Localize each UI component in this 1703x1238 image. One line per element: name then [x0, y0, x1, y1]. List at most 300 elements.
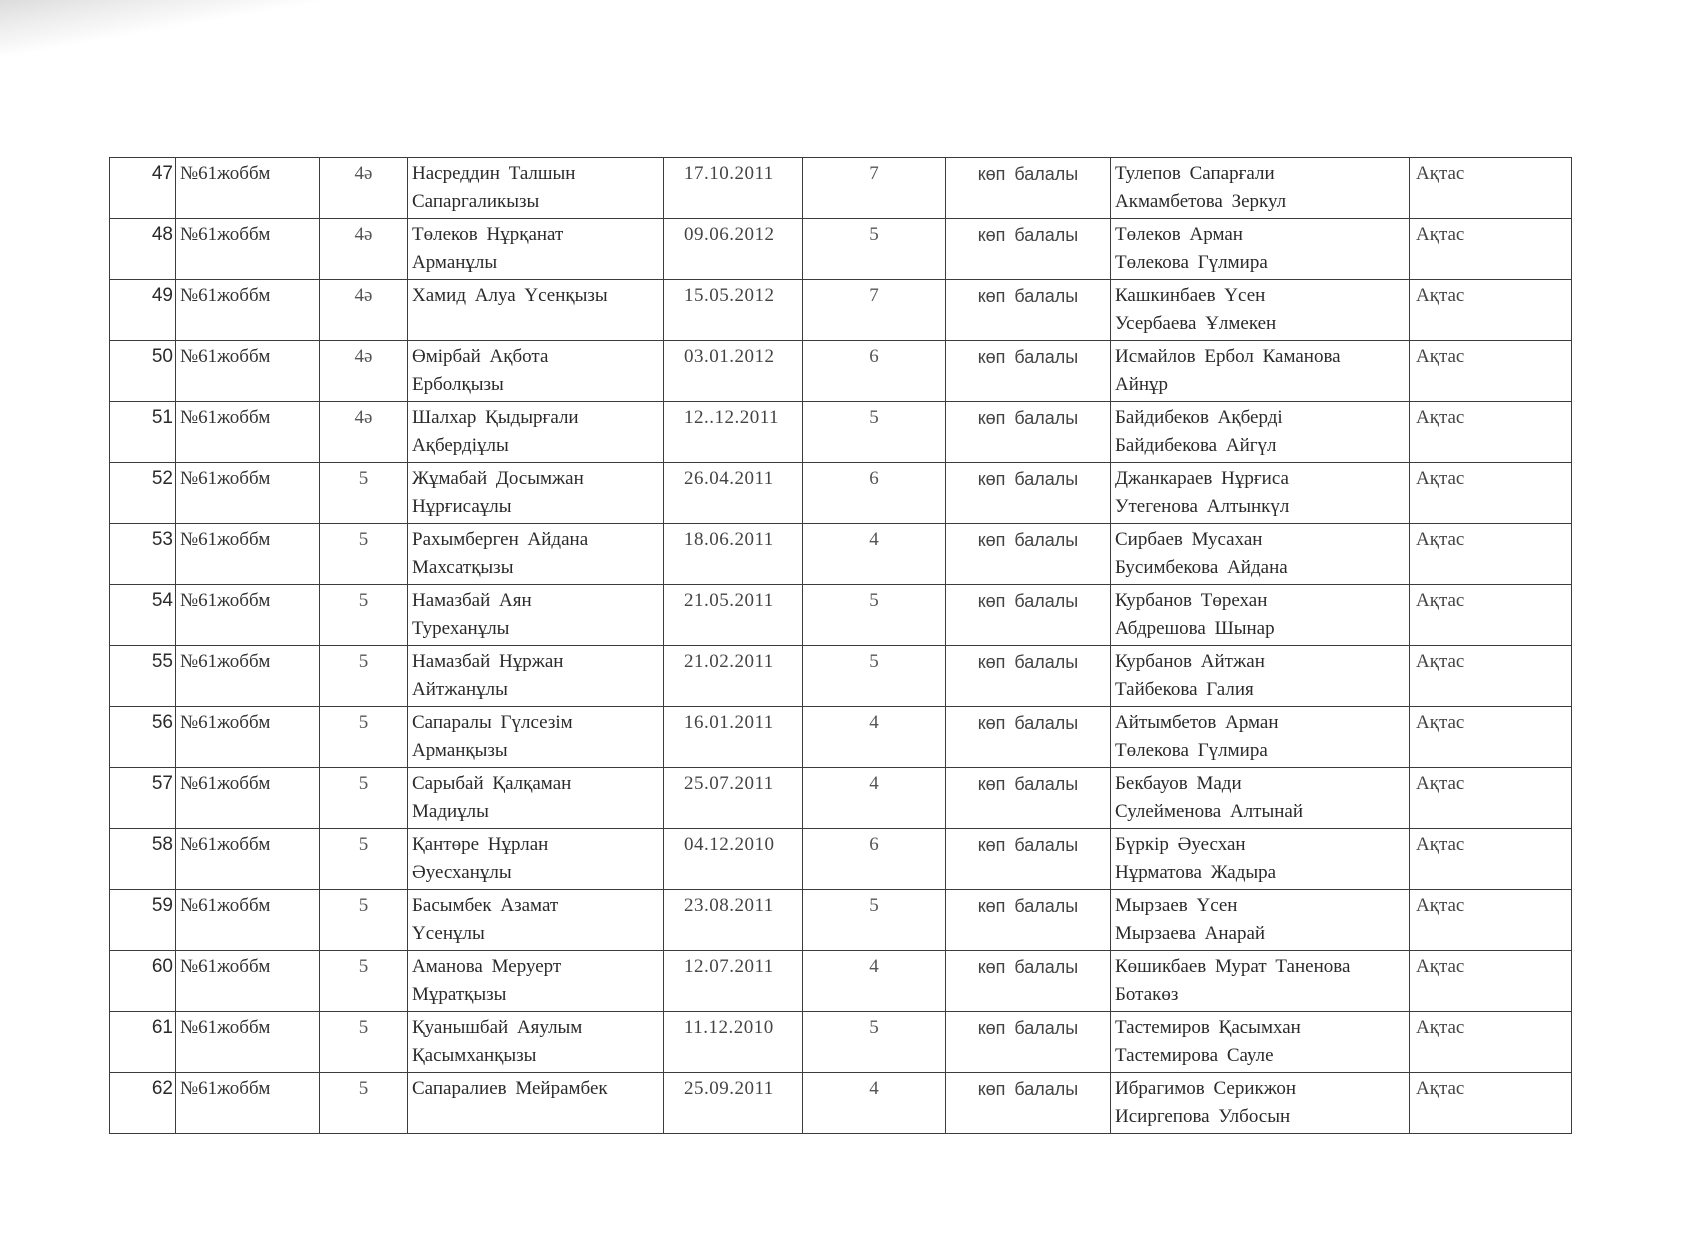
- grade-cell: [320, 280, 408, 341]
- student-name-cell: [408, 280, 664, 341]
- student-name-line2: Үсенұлы: [412, 923, 485, 944]
- row-number-cell: [110, 646, 176, 707]
- parent-line1: Ибрагимов Серикжон: [1115, 1078, 1297, 1099]
- grade: 5: [358, 529, 369, 550]
- status-cell: [946, 402, 1111, 463]
- parent-line2: Исиргепова Улбосын: [1115, 1106, 1291, 1127]
- birth-date-cell: [664, 890, 803, 951]
- parent-line1: Курбанов Айтжан: [1115, 651, 1265, 672]
- birth-date: 17.10.2011: [684, 163, 774, 184]
- family-size-cell: [803, 1073, 946, 1134]
- parents-cell: [1111, 707, 1410, 768]
- table-row: [110, 402, 1572, 463]
- parent-line2: Акмамбетова Зеркул: [1115, 191, 1287, 212]
- parent-line2: Айнұр: [1115, 374, 1169, 395]
- student-name-line1: Рахымберген Айдана: [412, 529, 589, 550]
- grade-cell: [320, 829, 408, 890]
- school-name: №61жоббм: [180, 346, 271, 367]
- row-number: 55: [151, 651, 173, 672]
- parent-line2: Мырзаева Анарай: [1115, 923, 1266, 944]
- school-name: №61жоббм: [180, 895, 271, 916]
- parents-cell: [1111, 890, 1410, 951]
- status-cell: [946, 890, 1111, 951]
- location: Ақтас: [1416, 468, 1465, 489]
- grade: 5: [358, 834, 369, 855]
- birth-date: 23.08.2011: [684, 895, 774, 916]
- student-name-line1: Қантөре Нұрлан: [412, 834, 549, 855]
- grade-cell: [320, 768, 408, 829]
- student-name-line1: Намазбай Аян: [412, 590, 532, 611]
- row-number-cell: [110, 524, 176, 585]
- grade-cell: [320, 890, 408, 951]
- parent-line1: Курбанов Төрехан: [1115, 590, 1268, 611]
- parent-line2: Утегенова Алтынкүл: [1115, 496, 1290, 517]
- student-name-cell: [408, 402, 664, 463]
- parent-line2: Төлекова Гүлмира: [1115, 740, 1268, 761]
- parents-cell: [1111, 646, 1410, 707]
- family-status: көп балалы: [977, 652, 1079, 672]
- row-number: 48: [151, 224, 173, 245]
- row-number-cell: [110, 585, 176, 646]
- parent-line1: Төлеков Арман: [1115, 224, 1243, 245]
- birth-date-cell: [664, 829, 803, 890]
- family-size: 4: [869, 712, 879, 733]
- birth-date-cell: [664, 158, 803, 219]
- family-size: 7: [869, 163, 879, 184]
- family-size-cell: [803, 280, 946, 341]
- birth-date-cell: [664, 402, 803, 463]
- row-number-cell: [110, 707, 176, 768]
- birth-date-cell: [664, 585, 803, 646]
- row-number: 57: [151, 773, 173, 794]
- parents-cell: [1111, 219, 1410, 280]
- birth-date: 16.01.2011: [684, 712, 774, 733]
- grade: 5: [358, 468, 369, 489]
- row-number-cell: [110, 829, 176, 890]
- birth-date: 03.01.2012: [684, 346, 775, 367]
- parent-line2: Байдибекова Айгүл: [1115, 435, 1277, 456]
- birth-date: 25.09.2011: [684, 1078, 774, 1099]
- student-name-line1: Жұмабай Досымжан: [412, 468, 584, 489]
- table-row: [110, 585, 1572, 646]
- school-cell: [176, 951, 320, 1012]
- grade: 4ә: [354, 163, 373, 184]
- parents-cell: [1111, 1012, 1410, 1073]
- parent-line2: Тастемирова Сауле: [1115, 1045, 1274, 1066]
- status-cell: [946, 951, 1111, 1012]
- row-number: 62: [151, 1078, 173, 1099]
- parent-line1: Кашкинбаев Үсен: [1115, 285, 1266, 306]
- birth-date-cell: [664, 280, 803, 341]
- school-cell: [176, 1012, 320, 1073]
- parents-cell: [1111, 158, 1410, 219]
- school-cell: [176, 402, 320, 463]
- parent-line1: Мырзаев Үсен: [1115, 895, 1238, 916]
- family-size-cell: [803, 707, 946, 768]
- birth-date-cell: [664, 1073, 803, 1134]
- birth-date-cell: [664, 524, 803, 585]
- grade-cell: [320, 951, 408, 1012]
- parent-line1: Бекбауов Мади: [1115, 773, 1242, 794]
- table-row: [110, 890, 1572, 951]
- student-name-cell: [408, 341, 664, 402]
- row-number: 51: [151, 407, 173, 428]
- grade-cell: [320, 646, 408, 707]
- grade-cell: [320, 1073, 408, 1134]
- location: Ақтас: [1416, 285, 1465, 306]
- grade-cell: [320, 158, 408, 219]
- parent-line2: Абдрешова Шынар: [1115, 618, 1275, 639]
- birth-date: 12.07.2011: [684, 956, 774, 977]
- student-name-cell: [408, 1073, 664, 1134]
- row-number-cell: [110, 219, 176, 280]
- school-cell: [176, 158, 320, 219]
- family-status: көп балалы: [977, 957, 1079, 977]
- grade: 5: [358, 590, 369, 611]
- family-status: көп балалы: [977, 774, 1079, 794]
- family-status: көп балалы: [977, 530, 1079, 550]
- student-name-line2: Әуесханұлы: [412, 862, 512, 883]
- row-number-cell: [110, 280, 176, 341]
- school-cell: [176, 585, 320, 646]
- student-name-line2: Айтжанұлы: [412, 679, 508, 700]
- row-number: 58: [151, 834, 173, 855]
- school-name: №61жоббм: [180, 773, 271, 794]
- table-row: [110, 829, 1572, 890]
- school-name: №61жоббм: [180, 1017, 271, 1038]
- table-row: [110, 463, 1572, 524]
- table-row: [110, 768, 1572, 829]
- school-cell: [176, 341, 320, 402]
- grade: 5: [358, 1017, 369, 1038]
- birth-date: 21.05.2011: [684, 590, 774, 611]
- location: Ақтас: [1416, 1017, 1465, 1038]
- student-name-line1: Сапаралы Гүлсезім: [412, 712, 573, 733]
- parent-line2: Нұрматова Жадыра: [1115, 862, 1277, 883]
- family-size-cell: [803, 1012, 946, 1073]
- table-row: [110, 341, 1572, 402]
- student-name-line1: Қуанышбай Аяулым: [412, 1017, 583, 1038]
- grade: 5: [358, 1078, 369, 1099]
- student-name-cell: [408, 158, 664, 219]
- family-size: 5: [869, 407, 879, 428]
- family-status: көп балалы: [977, 1079, 1079, 1099]
- school-name: №61жоббм: [180, 712, 271, 733]
- row-number: 50: [151, 346, 173, 367]
- family-status: көп балалы: [977, 896, 1079, 916]
- status-cell: [946, 707, 1111, 768]
- student-name-line2: Арманұлы: [412, 252, 498, 273]
- student-name-line1: Шалхар Қыдырғали: [412, 407, 579, 428]
- grade: 5: [358, 651, 369, 672]
- school-name: №61жоббм: [180, 651, 271, 672]
- family-size: 5: [869, 651, 879, 672]
- grade-cell: [320, 341, 408, 402]
- birth-date: 11.12.2010: [684, 1017, 774, 1038]
- family-size: 5: [869, 590, 879, 611]
- status-cell: [946, 524, 1111, 585]
- family-status: көп балалы: [977, 164, 1079, 184]
- location: Ақтас: [1416, 956, 1465, 977]
- status-cell: [946, 158, 1111, 219]
- row-number: 56: [151, 712, 173, 733]
- school-name: №61жоббм: [180, 407, 271, 428]
- location-cell: [1410, 890, 1572, 951]
- student-name-cell: [408, 585, 664, 646]
- family-size-cell: [803, 890, 946, 951]
- parents-cell: [1111, 829, 1410, 890]
- status-cell: [946, 219, 1111, 280]
- family-status: көп балалы: [977, 408, 1079, 428]
- row-number-cell: [110, 463, 176, 524]
- student-name-line1: Насреддин Талшын: [412, 163, 576, 184]
- student-name-cell: [408, 768, 664, 829]
- location: Ақтас: [1416, 651, 1465, 672]
- parent-line2: Бусимбекова Айдана: [1115, 557, 1288, 578]
- family-size-cell: [803, 829, 946, 890]
- family-size-cell: [803, 219, 946, 280]
- status-cell: [946, 829, 1111, 890]
- grade: 4ә: [354, 224, 373, 245]
- parents-cell: [1111, 585, 1410, 646]
- student-name-cell: [408, 890, 664, 951]
- parents-cell: [1111, 341, 1410, 402]
- birth-date: 25.07.2011: [684, 773, 774, 794]
- location: Ақтас: [1416, 773, 1465, 794]
- scan-shadow: [0, 0, 1703, 150]
- parent-line2: Усербаева Ұлмекен: [1115, 313, 1277, 334]
- location-cell: [1410, 646, 1572, 707]
- status-cell: [946, 1073, 1111, 1134]
- school-name: №61жоббм: [180, 224, 271, 245]
- status-cell: [946, 585, 1111, 646]
- location: Ақтас: [1416, 590, 1465, 611]
- family-size: 6: [869, 468, 879, 489]
- school-name: №61жоббм: [180, 834, 271, 855]
- parent-line1: Джанкараев Нұрғиса: [1115, 468, 1289, 489]
- parent-line1: Тастемиров Қасымхан: [1115, 1017, 1301, 1038]
- family-size: 6: [869, 834, 879, 855]
- family-size: 7: [869, 285, 879, 306]
- birth-date: 15.05.2012: [684, 285, 775, 306]
- family-size-cell: [803, 768, 946, 829]
- location: Ақтас: [1416, 407, 1465, 428]
- location: Ақтас: [1416, 834, 1465, 855]
- student-name-line2: Туреханұлы: [412, 618, 510, 639]
- status-cell: [946, 646, 1111, 707]
- location-cell: [1410, 585, 1572, 646]
- location-cell: [1410, 768, 1572, 829]
- parents-cell: [1111, 951, 1410, 1012]
- student-name-line1: Намазбай Нұржан: [412, 651, 564, 672]
- parent-line2: Тайбекова Галия: [1115, 679, 1254, 700]
- student-name-cell: [408, 646, 664, 707]
- school-cell: [176, 219, 320, 280]
- parent-line2: Ботакөз: [1115, 984, 1179, 1005]
- family-size-cell: [803, 646, 946, 707]
- student-name-line2: Мадиұлы: [412, 801, 489, 822]
- family-size-cell: [803, 158, 946, 219]
- parent-line1: Сирбаев Мусахан: [1115, 529, 1263, 550]
- birth-date-cell: [664, 768, 803, 829]
- parent-line1: Тулепов Сапарғали: [1115, 163, 1275, 184]
- birth-date-cell: [664, 219, 803, 280]
- student-name-cell: [408, 829, 664, 890]
- parents-cell: [1111, 402, 1410, 463]
- grade: 5: [358, 956, 369, 977]
- grade-cell: [320, 585, 408, 646]
- student-name-line2: Ерболқызы: [412, 374, 504, 395]
- student-name-cell: [408, 219, 664, 280]
- school-name: №61жоббм: [180, 285, 271, 306]
- birth-date: 12..12.2011: [684, 407, 780, 428]
- grade-cell: [320, 707, 408, 768]
- student-name-line2: Арманқызы: [412, 740, 508, 761]
- student-name-cell: [408, 1012, 664, 1073]
- school-name: №61жоббм: [180, 1078, 271, 1099]
- parent-line2: Төлекова Гүлмира: [1115, 252, 1268, 273]
- student-name-cell: [408, 951, 664, 1012]
- school-cell: [176, 707, 320, 768]
- birth-date: 26.04.2011: [684, 468, 774, 489]
- school-cell: [176, 646, 320, 707]
- location-cell: [1410, 707, 1572, 768]
- birth-date-cell: [664, 341, 803, 402]
- school-cell: [176, 280, 320, 341]
- family-status: көп балалы: [977, 225, 1079, 245]
- school-name: №61жоббм: [180, 163, 271, 184]
- location: Ақтас: [1416, 895, 1465, 916]
- grade: 4ә: [354, 407, 373, 428]
- table-row: [110, 707, 1572, 768]
- location-cell: [1410, 1012, 1572, 1073]
- family-size-cell: [803, 524, 946, 585]
- row-number: 52: [151, 468, 173, 489]
- student-name-line1: Хамид Алуа Үсенқызы: [412, 285, 608, 306]
- student-name-line2: Қасымханқызы: [412, 1045, 537, 1066]
- grade-cell: [320, 524, 408, 585]
- location-cell: [1410, 402, 1572, 463]
- location-cell: [1410, 158, 1572, 219]
- location-cell: [1410, 951, 1572, 1012]
- grade: 4ә: [354, 285, 373, 306]
- parent-line1: Бүркір Әуесхан: [1115, 834, 1246, 855]
- grade: 5: [358, 895, 369, 916]
- row-number: 60: [151, 956, 173, 977]
- table-row: [110, 1073, 1572, 1134]
- parents-cell: [1111, 1073, 1410, 1134]
- row-number: 53: [151, 529, 173, 550]
- location-cell: [1410, 463, 1572, 524]
- row-number: 47: [151, 163, 173, 184]
- table-row: [110, 158, 1572, 219]
- family-size: 6: [869, 346, 879, 367]
- students-table: [109, 157, 1572, 1134]
- location: Ақтас: [1416, 346, 1465, 367]
- location-cell: [1410, 280, 1572, 341]
- family-status: көп балалы: [977, 469, 1079, 489]
- row-number-cell: [110, 1073, 176, 1134]
- school-cell: [176, 1073, 320, 1134]
- family-size: 5: [869, 224, 879, 245]
- student-name-line1: Өмірбай Ақбота: [412, 346, 549, 367]
- school-cell: [176, 890, 320, 951]
- row-number: 54: [151, 590, 173, 611]
- table-row: [110, 951, 1572, 1012]
- location: Ақтас: [1416, 224, 1465, 245]
- family-size-cell: [803, 463, 946, 524]
- row-number-cell: [110, 768, 176, 829]
- birth-date: 04.12.2010: [684, 834, 775, 855]
- family-size: 4: [869, 529, 879, 550]
- location: Ақтас: [1416, 712, 1465, 733]
- school-name: №61жоббм: [180, 590, 271, 611]
- location-cell: [1410, 219, 1572, 280]
- location-cell: [1410, 1073, 1572, 1134]
- row-number-cell: [110, 951, 176, 1012]
- table-row: [110, 646, 1572, 707]
- family-size: 4: [869, 956, 879, 977]
- student-name-cell: [408, 524, 664, 585]
- family-size-cell: [803, 951, 946, 1012]
- status-cell: [946, 280, 1111, 341]
- student-name-cell: [408, 463, 664, 524]
- school-name: №61жоббм: [180, 956, 271, 977]
- parents-cell: [1111, 280, 1410, 341]
- row-number: 61: [151, 1017, 173, 1038]
- family-status: көп балалы: [977, 347, 1079, 367]
- parent-line1: Байдибеков Ақберді: [1115, 407, 1283, 428]
- family-size-cell: [803, 402, 946, 463]
- grade-cell: [320, 219, 408, 280]
- row-number-cell: [110, 158, 176, 219]
- grade-cell: [320, 1012, 408, 1073]
- status-cell: [946, 463, 1111, 524]
- grade-cell: [320, 402, 408, 463]
- student-name-line1: Басымбек Азамат: [412, 895, 559, 916]
- school-cell: [176, 768, 320, 829]
- school-cell: [176, 524, 320, 585]
- parents-cell: [1111, 524, 1410, 585]
- location-cell: [1410, 341, 1572, 402]
- student-name-line2: Ақбердіұлы: [412, 435, 509, 456]
- student-name-line2: Сапаргаликызы: [412, 191, 540, 212]
- school-name: №61жоббм: [180, 468, 271, 489]
- family-size: 5: [869, 895, 879, 916]
- student-name-line1: Сапаралиев Мейрамбек: [412, 1078, 608, 1099]
- location-cell: [1410, 829, 1572, 890]
- parent-line1: Көшикбаев Мурат Таненова: [1115, 956, 1351, 977]
- family-size-cell: [803, 341, 946, 402]
- row-number-cell: [110, 402, 176, 463]
- birth-date-cell: [664, 646, 803, 707]
- location: Ақтас: [1416, 163, 1465, 184]
- student-name-line2: Махсатқызы: [412, 557, 514, 578]
- status-cell: [946, 1012, 1111, 1073]
- birth-date-cell: [664, 463, 803, 524]
- parents-cell: [1111, 463, 1410, 524]
- parent-line1: Исмайлов Ербол Каманова: [1115, 346, 1341, 367]
- family-size-cell: [803, 585, 946, 646]
- family-status: көп балалы: [977, 713, 1079, 733]
- table-row: [110, 219, 1572, 280]
- status-cell: [946, 768, 1111, 829]
- student-name-cell: [408, 707, 664, 768]
- table-row: [110, 524, 1572, 585]
- birth-date-cell: [664, 951, 803, 1012]
- family-status: көп балалы: [977, 286, 1079, 306]
- parent-line2: Сулейменова Алтынай: [1115, 801, 1304, 822]
